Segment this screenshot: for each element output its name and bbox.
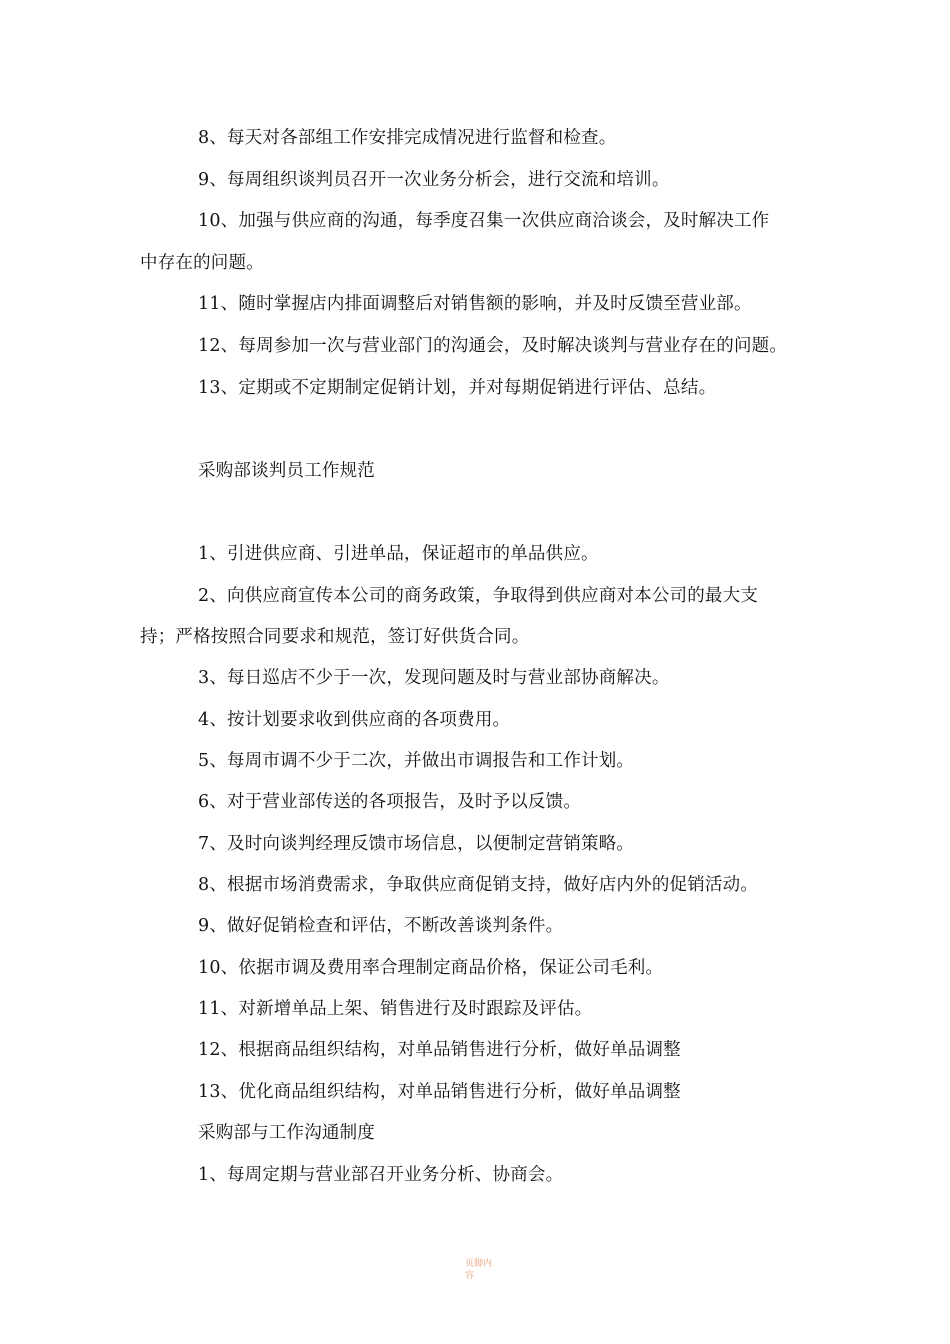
paragraph-item: 9、做好促销检查和评估，不断改善谈判条件。: [198, 916, 564, 936]
section-heading: 采购部谈判员工作规范: [198, 461, 375, 481]
paragraph-item: 11、对新增单品上架、销售进行及时跟踪及评估。: [198, 999, 593, 1019]
paragraph-item: 10、加强与供应商的沟通，每季度召集一次供应商洽谈会，及时解决工作: [198, 211, 770, 231]
paragraph-item: 4、按计划要求收到供应商的各项费用。: [198, 710, 511, 730]
paragraph-item: 12、每周参加一次与营业部门的沟通会，及时解决谈判与营业存在的问题。: [198, 336, 788, 356]
paragraph-item: 12、根据商品组织结构，对单品销售进行分析，做好单品调整: [198, 1040, 681, 1060]
paragraph-item: 9、每周组织谈判员召开一次业务分析会，进行交流和培训。: [198, 170, 670, 190]
paragraph-item: 1、引进供应商、引进单品，保证超市的单品供应。: [198, 544, 599, 564]
paragraph-item: 1、每周定期与营业部召开业务分析、协商会。: [198, 1165, 564, 1185]
paragraph-item: 2、向供应商宣传本公司的商务政策，争取得到供应商对本公司的最大支: [198, 586, 759, 606]
paragraph-continuation: 中存在的问题。: [140, 253, 264, 273]
paragraph-item: 13、定期或不定期制定促销计划，并对每期促销进行评估、总结。: [198, 378, 717, 398]
paragraph-item: 8、每天对各部组工作安排完成情况进行监督和检查。: [198, 128, 617, 148]
paragraph-item: 6、对于营业部传送的各项报告，及时予以反馈。: [198, 792, 582, 812]
paragraph-continuation: 持；严格按照合同要求和规范，签订好供货合同。: [140, 627, 530, 647]
section-heading: 采购部与工作沟通制度: [198, 1123, 375, 1143]
paragraph-item: 3、每日巡店不少于一次，发现问题及时与营业部协商解决。: [198, 668, 670, 688]
paragraph-item: 5、每周市调不少于二次，并做出市调报告和工作计划。: [198, 751, 635, 771]
page-footer: 页脚内容: [465, 1259, 493, 1281]
paragraph-item: 11、随时掌握店内排面调整后对销售额的影响，并及时反馈至营业部。: [198, 294, 752, 314]
paragraph-item: 8、根据市场消费需求，争取供应商促销支持，做好店内外的促销活动。: [198, 875, 759, 895]
paragraph-item: 7、及时向谈判经理反馈市场信息，以便制定营销策略。: [198, 834, 635, 854]
paragraph-item: 10、依据市调及费用率合理制定商品价格，保证公司毛利。: [198, 958, 664, 978]
paragraph-item: 13、优化商品组织结构，对单品销售进行分析，做好单品调整: [198, 1082, 681, 1102]
